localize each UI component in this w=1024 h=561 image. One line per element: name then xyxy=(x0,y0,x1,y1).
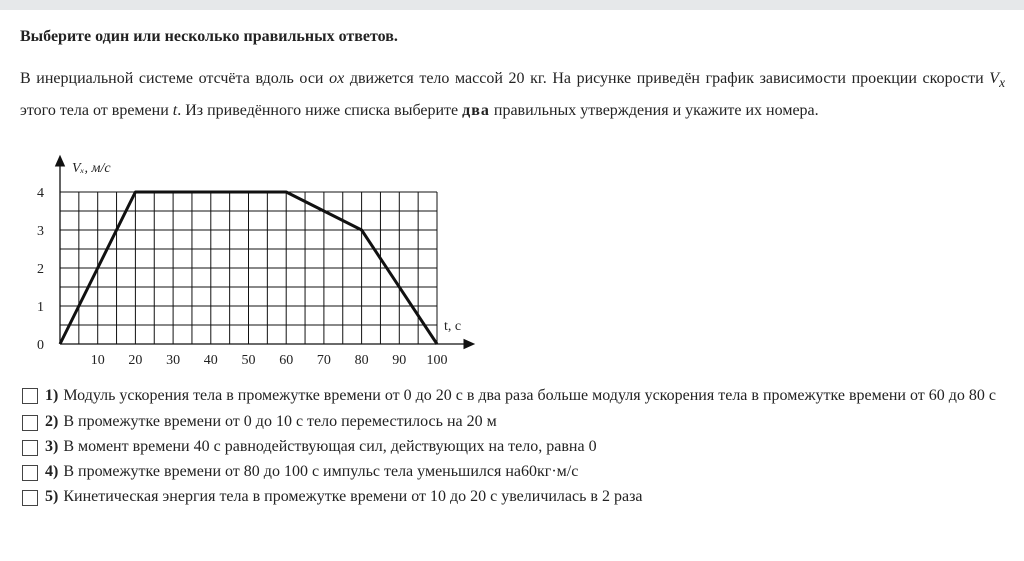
answer-option-4[interactable] xyxy=(22,461,1002,483)
x-tick-label: 70 xyxy=(316,353,331,368)
option-text: Кинетическая энергия тела в промежутке времени от 10 до 20 с увеличилась в 2 раза xyxy=(63,488,643,505)
x-tick-label: 60 xyxy=(279,353,294,368)
y-tick-label: 3 xyxy=(37,224,44,239)
task-part-3: этого тела от времени xyxy=(20,102,169,120)
x-tick-label: 10 xyxy=(90,353,105,368)
option-text: В промежутке времени от 0 до 10 с тело переместилось на 20 м xyxy=(63,413,497,430)
task-text xyxy=(20,65,1005,125)
x-tick-label: 100 xyxy=(426,353,448,368)
answer-option-2[interactable] xyxy=(22,411,1002,433)
answer-checkbox[interactable] xyxy=(22,490,38,506)
option-number: 3) xyxy=(45,438,59,455)
x-tick-label: 20 xyxy=(128,353,143,368)
option-number: 2) xyxy=(45,413,59,430)
y-axis-label: Vₓ, м/с xyxy=(72,161,111,176)
emphasis-two: два xyxy=(462,102,490,120)
answer-checkbox[interactable] xyxy=(22,465,38,481)
x-tick-label: 80 xyxy=(354,353,369,368)
task-part-4: . Из приведённого ниже списка выберите xyxy=(177,102,459,120)
x-tick-label: 90 xyxy=(392,353,407,368)
answer-checkbox[interactable] xyxy=(22,415,38,431)
chart-svg xyxy=(0,150,480,380)
answer-option-5[interactable] xyxy=(22,486,1002,508)
option-number: 5) xyxy=(45,488,59,505)
x-tick-label: 50 xyxy=(241,353,256,368)
y-tick-label: 2 xyxy=(37,262,44,277)
top-bar xyxy=(0,0,1024,10)
x-tick-label: 30 xyxy=(166,353,181,368)
x-axis-label: t, с xyxy=(444,319,462,334)
y-tick-label: 0 xyxy=(37,338,44,353)
answer-options xyxy=(22,384,1002,511)
task-part-2: движется тело массой 20 кг. На рисунке приведён график зависимости проекции скорости xyxy=(349,70,984,87)
axis-symbol: ox xyxy=(329,70,345,87)
question-heading: Выберите один или несколько правильных ответов. xyxy=(20,28,398,45)
option-text: В момент времени 40 с равнодействующая сил, действующих на тело, равна 0 xyxy=(63,438,597,455)
time-symbol: t xyxy=(172,102,178,120)
answer-checkbox[interactable] xyxy=(22,388,38,404)
velocity-chart xyxy=(0,150,480,380)
option-text: Модуль ускорения тела в промежутке времени от 0 до 20 с в два раза больше модуля ускорения тела в промежутке времени от 60 до 80 с xyxy=(63,387,996,404)
option-text: В промежутке времени от 80 до 100 с импульс тела уменьшился на60кг·м/с xyxy=(63,463,579,480)
velocity-symbol: $V_x$ xyxy=(989,70,1005,91)
x-tick-label: 40 xyxy=(203,353,218,368)
answer-checkbox[interactable] xyxy=(22,440,38,456)
task-part-5: правильных утверждения и укажите их номера. xyxy=(493,102,819,120)
task-part-1: В инерциальной системе отсчёта вдоль оси xyxy=(20,70,324,87)
answer-option-1[interactable] xyxy=(22,384,1002,408)
answer-option-3[interactable] xyxy=(22,436,1002,458)
y-tick-label: 4 xyxy=(37,186,44,201)
option-number: 4) xyxy=(45,463,59,480)
option-number: 1) xyxy=(45,387,59,404)
y-tick-label: 1 xyxy=(37,300,44,315)
